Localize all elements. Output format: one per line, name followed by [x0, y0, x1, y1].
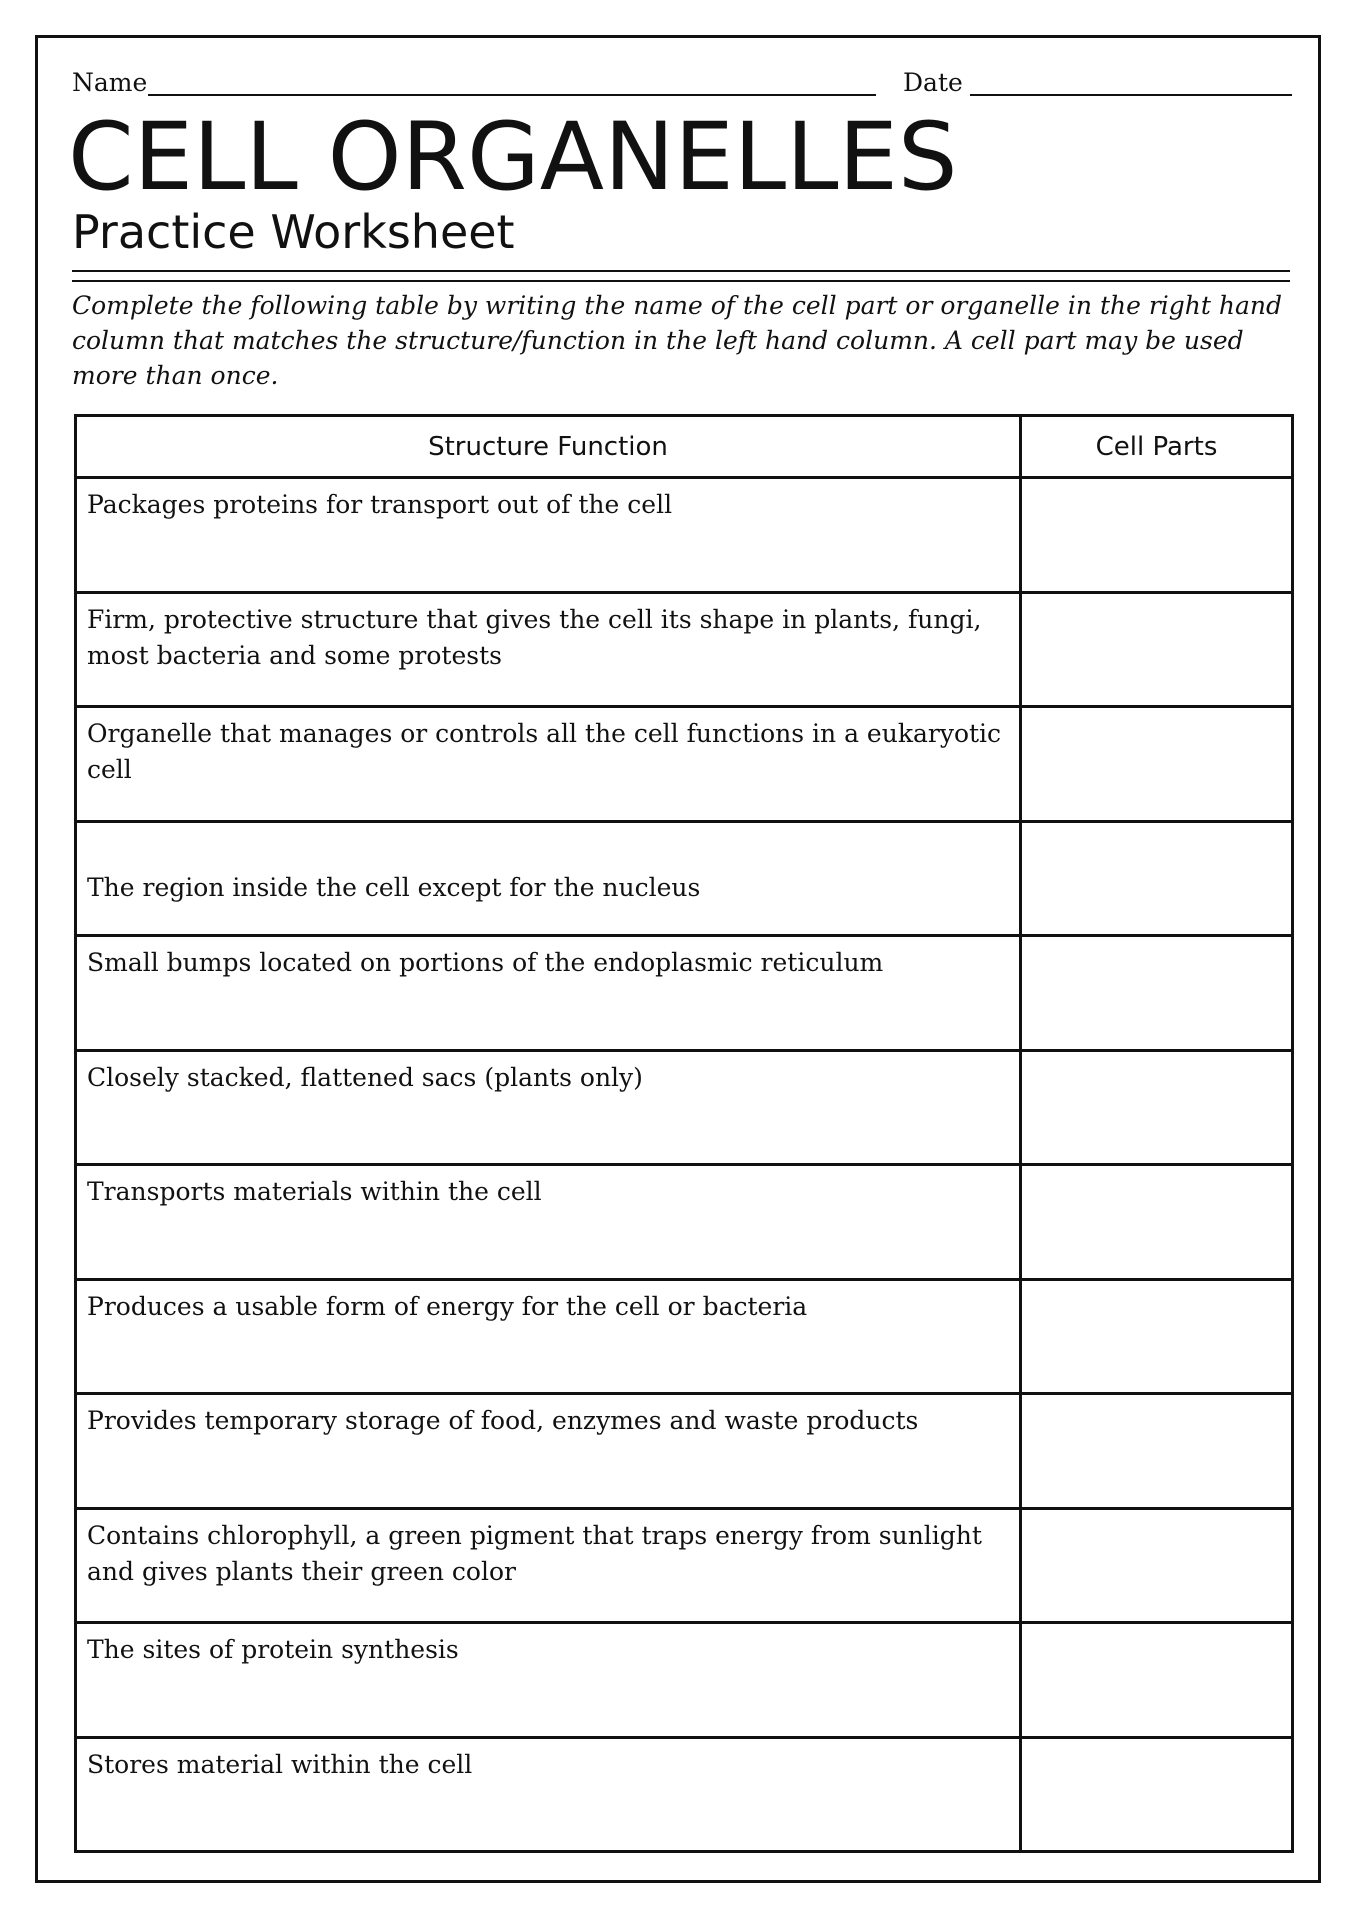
cell-part-answer[interactable]	[1021, 1165, 1293, 1280]
title-divider-top	[72, 270, 1290, 272]
structure-function-cell: Closely stacked, flattened sacs (plants only)	[76, 1050, 1021, 1165]
cell-part-answer[interactable]	[1021, 1508, 1293, 1623]
cell-part-answer[interactable]	[1021, 1737, 1293, 1852]
instructions: Complete the following table by writing the name of the cell part or organelle in the right hand column that matches the structure/function in the left hand column. A cell part may be used more than once.	[72, 291, 1282, 390]
title-divider-bottom	[72, 280, 1290, 282]
table-row	[76, 821, 1293, 936]
cell-part-answer[interactable]	[1021, 1623, 1293, 1738]
structure-function-cell: Packages proteins for transport out of the cell	[76, 478, 1021, 593]
structure-function-cell: Firm, protective structure that gives the cell its shape in plants, fungi, most bacteria and some protests	[76, 592, 1021, 707]
structure-function-cell: Stores material within the cell	[76, 1737, 1021, 1852]
worksheet-table	[74, 414, 1294, 1853]
table-row	[76, 1508, 1293, 1623]
structure-function-cell: Small bumps located on portions of the endoplasmic reticulum	[76, 936, 1021, 1051]
cell-part-answer[interactable]	[1021, 478, 1293, 593]
cell-part-answer[interactable]	[1021, 707, 1293, 822]
structure-function-cell: The region inside the cell except for the nucleus	[76, 821, 1021, 936]
cell-part-answer[interactable]	[1021, 592, 1293, 707]
structure-function-cell: Organelle that manages or controls all the cell functions in a eukaryotic cell	[76, 707, 1021, 822]
date-label: Date	[903, 68, 963, 97]
page-subtitle: Practice Worksheet	[72, 205, 515, 259]
structure-function-cell: Contains chlorophyll, a green pigment that traps energy from sunlight and gives plants their green color	[76, 1508, 1021, 1623]
table-row	[76, 592, 1293, 707]
structure-function-cell: Transports materials within the cell	[76, 1165, 1021, 1280]
table-row	[76, 1279, 1293, 1394]
table-row	[76, 1623, 1293, 1738]
table-row	[76, 1050, 1293, 1165]
name-label: Name	[72, 68, 148, 97]
cell-part-answer[interactable]	[1021, 1394, 1293, 1509]
cell-part-answer[interactable]	[1021, 821, 1293, 936]
table-row	[76, 1165, 1293, 1280]
table-row	[76, 478, 1293, 593]
page-title: CELL ORGANELLES	[68, 103, 958, 212]
cell-part-answer[interactable]	[1021, 1050, 1293, 1165]
name-date-row	[72, 64, 1290, 104]
table-row	[76, 1394, 1293, 1509]
table-header-row	[76, 416, 1293, 478]
name-field[interactable]	[148, 94, 876, 96]
structure-function-cell: Produces a usable form of energy for the cell or bacteria	[76, 1279, 1021, 1394]
column-header-structure-function: Structure Function	[76, 416, 1021, 478]
structure-function-cell: Provides temporary storage of food, enzymes and waste products	[76, 1394, 1021, 1509]
table-row	[76, 936, 1293, 1051]
cell-part-answer[interactable]	[1021, 1279, 1293, 1394]
structure-function-cell: The sites of protein synthesis	[76, 1623, 1021, 1738]
cell-part-answer[interactable]	[1021, 936, 1293, 1051]
table-row	[76, 707, 1293, 822]
table-row	[76, 1737, 1293, 1852]
column-header-cell-parts: Cell Parts	[1021, 416, 1293, 478]
date-field[interactable]	[970, 94, 1292, 96]
